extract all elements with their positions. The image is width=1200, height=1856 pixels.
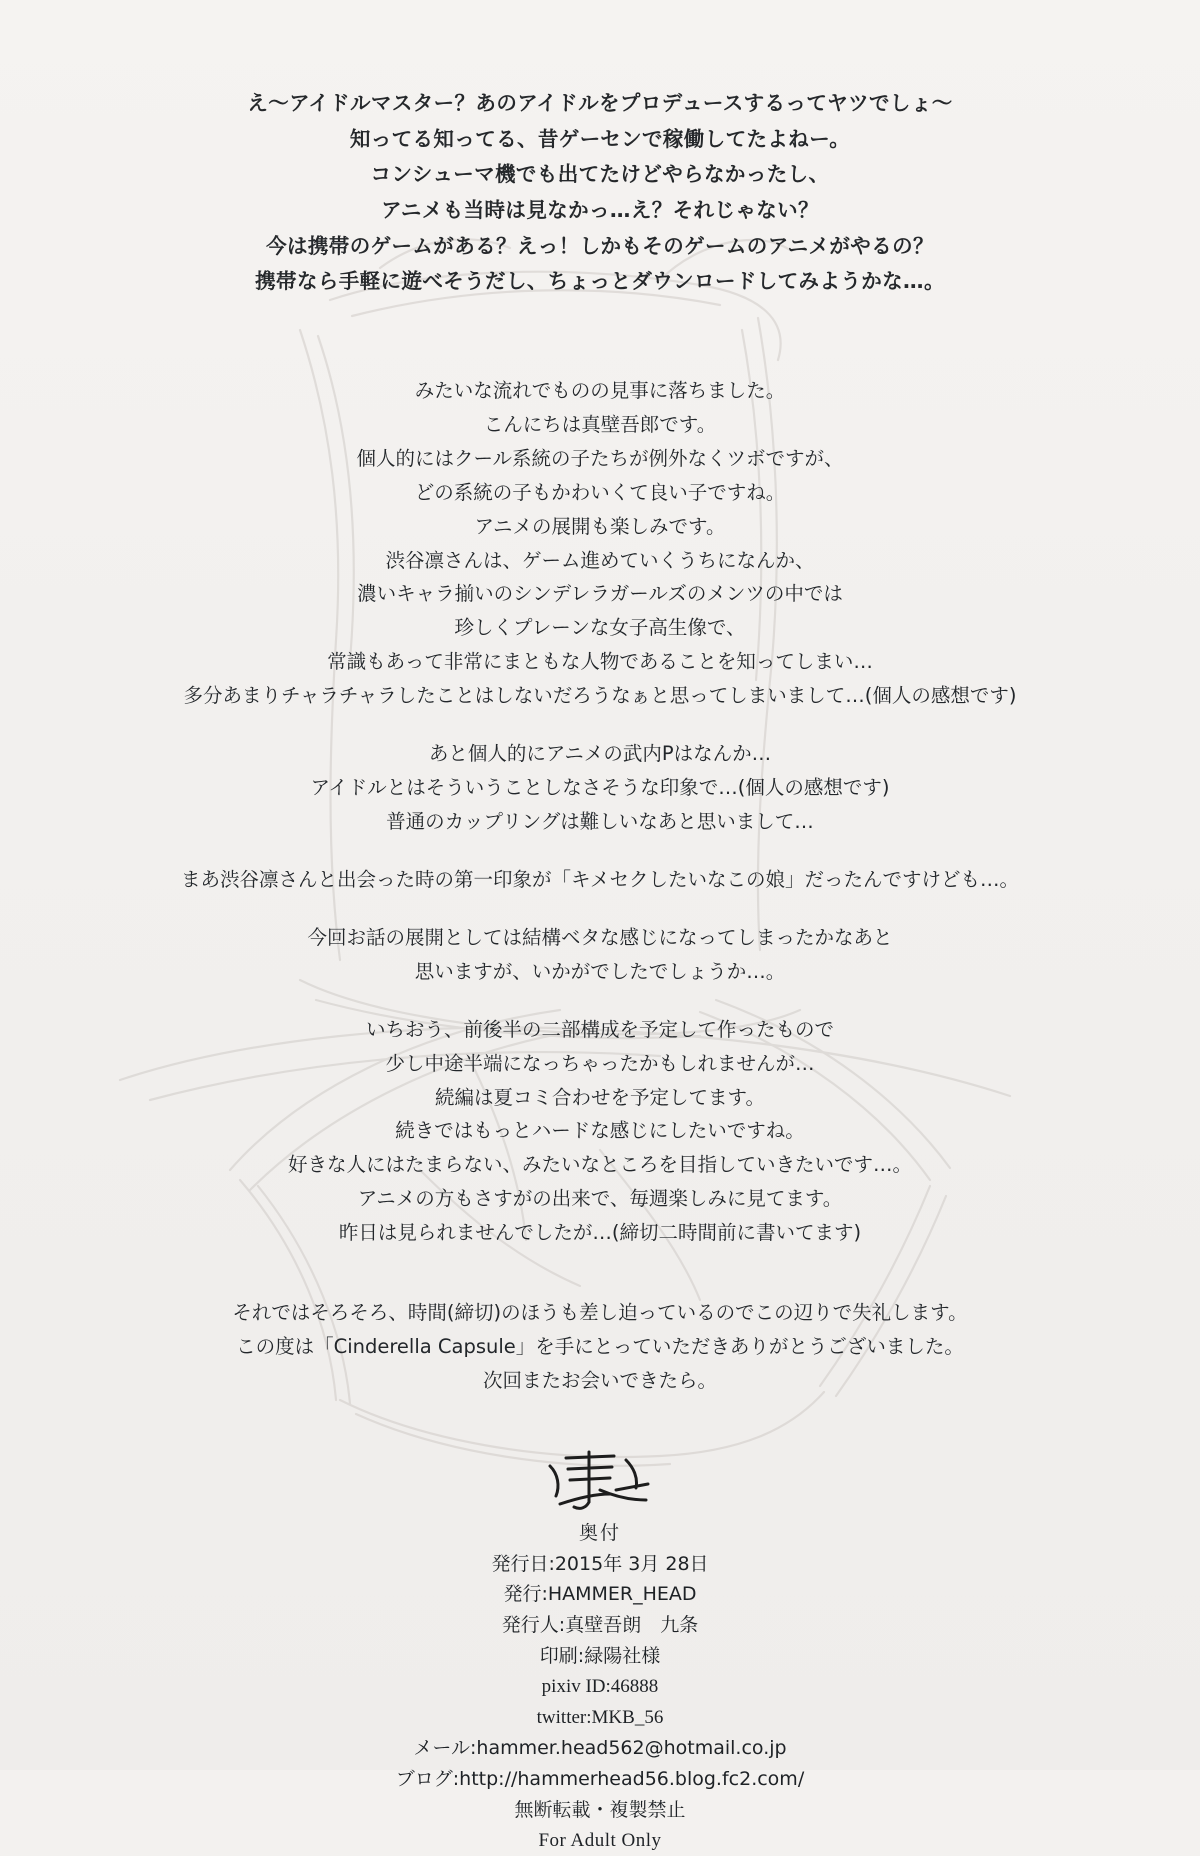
document-content bbox=[0, 86, 1200, 1856]
intro-line: コンシューマ機でも出てたけどやらなかったし、 bbox=[370, 162, 830, 187]
paragraph-gap bbox=[0, 713, 1200, 737]
afterword-block bbox=[0, 921, 1200, 989]
signature-area bbox=[0, 1444, 1200, 1514]
colophon-line-copyright-notice: 無断転載・複製禁止 bbox=[514, 1798, 686, 1821]
afterword-line: この度は「Cinderella Capsule」を手にとっていただきありがとうございました。 bbox=[236, 1335, 964, 1359]
colophon-line-publisher: 発行:HAMMER_HEAD bbox=[503, 1583, 697, 1606]
intro-paragraph bbox=[0, 86, 1200, 300]
colophon-line-twitter: twitter:MKB_56 bbox=[536, 1706, 664, 1728]
afterword-line: 普通のカップリングは難しいなあと思いまして… bbox=[386, 810, 814, 833]
afterword-line: 今回お話の展開としては結構ベタな感じになってしまったかなあと bbox=[307, 925, 893, 949]
afterword-line: 渋谷凛さんは、ゲーム進めていくうちになんか、 bbox=[385, 548, 815, 572]
afterword-text bbox=[0, 374, 1200, 1398]
afterword-line: アニメの方もさすがの出来で、毎週楽しみに見てます。 bbox=[357, 1187, 843, 1211]
afterword-line: 常識もあって非常にまともな人物であることを知ってしまい… bbox=[327, 650, 873, 674]
colophon-line-printer: 印刷:緑陽社様 bbox=[539, 1644, 661, 1667]
afterword-block bbox=[0, 1296, 1200, 1398]
colophon-line-publisher-person: 発行人:真壁吾朗 九条 bbox=[501, 1614, 699, 1637]
colophon-line-mail: メール:hammer.head562@hotmail.co.jp bbox=[413, 1737, 787, 1760]
intro-line: 携帯なら手軽に遊べそうだし、ちょっとダウンロードしてみようかな…。 bbox=[255, 269, 945, 294]
colophon-heading: 奥付 bbox=[578, 1521, 621, 1544]
afterword-block bbox=[0, 863, 1200, 897]
paragraph-gap bbox=[0, 897, 1200, 921]
intro-line: え〜アイドルマスター？あのアイドルをプロデュースするってヤツでしょ〜 bbox=[247, 91, 953, 115]
afterword-line: 次回またお会いできたら。 bbox=[482, 1368, 717, 1392]
afterword-line: 濃いキャラ揃いのシンデレラガールズのメンツの中では bbox=[357, 582, 843, 606]
paragraph-gap bbox=[0, 839, 1200, 863]
colophon-line-publish-date: 発行日:2015年 3月 28日 bbox=[491, 1552, 709, 1575]
afterword-line: 少し中途半端になっちゃったかもしれませんが… bbox=[385, 1051, 815, 1075]
afterword-line: 珍しくプレーンな女子高生像で、 bbox=[454, 616, 746, 640]
artist-signature-icon bbox=[530, 1444, 670, 1514]
afterword-line: 続きではもっとハードな感じにしたいですね。 bbox=[395, 1119, 805, 1143]
afterword-line: アニメの展開も楽しみです。 bbox=[474, 514, 726, 538]
afterword-line: 昨日は見られませんでしたが…(締切二時間前に書いてます) bbox=[338, 1221, 862, 1245]
paragraph-gap bbox=[0, 989, 1200, 1013]
afterword-line: こんにちは真壁吾郎です。 bbox=[483, 412, 717, 436]
afterword-line: 多分あまりチャラチャラしたことはしないだろうなぁと思ってしまいまして…(個人の感想です) bbox=[183, 684, 1017, 708]
afterword-line: アイドルとはそういうことしなさそうな印象で…(個人の感想です) bbox=[310, 776, 890, 800]
afterword-line: どの系統の子もかわいくて良い子ですね。 bbox=[414, 480, 786, 504]
colophon bbox=[0, 1518, 1200, 1856]
colophon-line-pixiv-id: pixiv ID:46888 bbox=[541, 1675, 659, 1697]
afterword-block bbox=[0, 737, 1200, 839]
intro-line: 知ってる知ってる、昔ゲーセンで稼働してたよねー。 bbox=[349, 126, 851, 151]
afterword-line: 思いますが、いかがでしたでしょうか…。 bbox=[414, 959, 786, 983]
afterword-line: みたいな流れでものの見事に落ちました。 bbox=[414, 378, 786, 402]
paragraph-gap bbox=[0, 1250, 1200, 1296]
afterword-line: 個人的にはクール系統の子たちが例外なくツボですが、 bbox=[356, 446, 844, 470]
adult-only-notice: For Adult Only bbox=[538, 1829, 662, 1851]
intro-line: アニメも当時は見なかっ…え？それじゃない？ bbox=[381, 197, 819, 222]
afterword-block bbox=[0, 1013, 1200, 1250]
afterword-line: それではそろそろ、時間(締切)のほうも差し迫っているのでこの辺りで失礼します。 bbox=[232, 1301, 968, 1325]
intro-line: 今は携帯のゲームがある？えっ！しかもそのゲームのアニメがやるの？ bbox=[266, 233, 934, 258]
afterword-line: 続編は夏コミ合わせを予定してます。 bbox=[435, 1085, 765, 1109]
afterword-line: いちおう、前後半の二部構成を予定して作ったもので bbox=[365, 1017, 834, 1041]
afterword-line: 好きな人にはたまらない、みたいなところを目指していきたいです…。 bbox=[287, 1153, 912, 1177]
afterword-line: まあ渋谷凛さんと出会った時の第一印象が「キメセクしたいなこの娘」だったんですけども…。 bbox=[180, 867, 1020, 891]
colophon-line-blog: ブログ:http://hammerhead56.blog.fc2.com/ bbox=[395, 1768, 805, 1791]
afterword-block bbox=[0, 374, 1200, 713]
afterword-line: あと個人的にアニメの武内Pはなんか… bbox=[428, 742, 772, 766]
